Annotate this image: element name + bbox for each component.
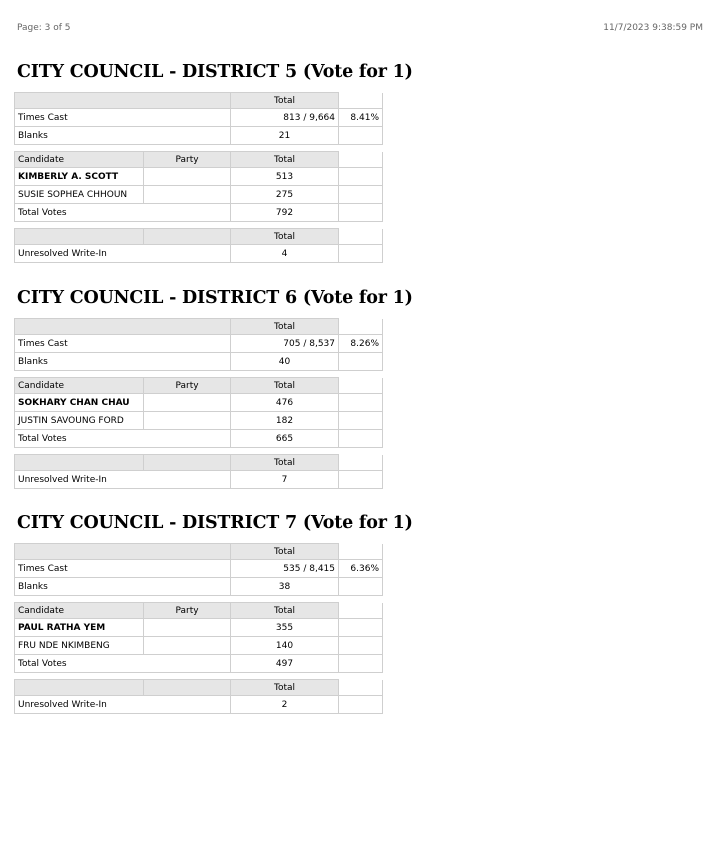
total-header: Total (231, 378, 339, 394)
table-row (15, 394, 383, 412)
unresolved-writein-label: Unresolved Write-In (15, 696, 231, 714)
unresolved-writein-value: 7 (231, 471, 339, 489)
times-cast-value: 813 / 9,664 (231, 109, 339, 127)
candidate-header: Candidate (15, 152, 144, 168)
turnout-percent: 8.26% (339, 335, 383, 353)
turnout-percent: 8.41% (339, 109, 383, 127)
page-number: Page: 3 of 5 (17, 23, 71, 33)
contest-district-7 (14, 513, 413, 720)
total-votes-label: Total Votes (15, 430, 231, 448)
blanks-label: Blanks (15, 353, 231, 371)
candidate-header: Candidate (15, 378, 144, 394)
contest-title: CITY COUNCIL - DISTRICT 6 (Vote for 1) (17, 288, 413, 308)
total-header: Total (231, 152, 339, 168)
total-header: Total (231, 319, 339, 335)
turnout-table (14, 543, 383, 596)
party-header: Party (144, 603, 231, 619)
total-header: Total (231, 603, 339, 619)
candidate-name: PAUL RATHA YEM (15, 619, 144, 637)
unresolved-writein-value: 2 (231, 696, 339, 714)
candidate-total: 513 (231, 168, 339, 186)
candidate-party (144, 186, 231, 204)
candidate-total: 355 (231, 619, 339, 637)
candidates-table (14, 602, 383, 673)
times-cast-value: 705 / 8,537 (231, 335, 339, 353)
total-header: Total (231, 680, 339, 696)
times-cast-label: Times Cast (15, 560, 231, 578)
turnout-table (14, 318, 383, 371)
total-header: Total (231, 544, 339, 560)
candidate-total: 275 (231, 186, 339, 204)
table-row (15, 412, 383, 430)
total-votes-value: 792 (231, 204, 339, 222)
turnout-percent: 6.36% (339, 560, 383, 578)
candidate-name: FRU NDE NKIMBENG (15, 637, 144, 655)
candidate-party (144, 619, 231, 637)
contest-district-6 (14, 288, 413, 495)
total-votes-value: 665 (231, 430, 339, 448)
times-cast-label: Times Cast (15, 335, 231, 353)
total-header: Total (231, 229, 339, 245)
table-row (15, 619, 383, 637)
candidate-party (144, 637, 231, 655)
turnout-table (14, 92, 383, 145)
total-header: Total (231, 93, 339, 109)
party-header: Party (144, 378, 231, 394)
candidates-table (14, 377, 383, 448)
blanks-value: 38 (231, 578, 339, 596)
times-cast-label: Times Cast (15, 109, 231, 127)
candidate-name: SOKHARY CHAN CHAU (15, 394, 144, 412)
candidate-name: SUSIE SOPHEA CHHOUN (15, 186, 144, 204)
table-row (15, 186, 383, 204)
writein-table (14, 228, 383, 263)
contest-title: CITY COUNCIL - DISTRICT 5 (Vote for 1) (17, 62, 413, 82)
contest-district-5 (14, 62, 413, 269)
report-datetime: 11/7/2023 9:38:59 PM (603, 23, 703, 33)
candidate-total: 140 (231, 637, 339, 655)
candidate-name: JUSTIN SAVOUNG FORD (15, 412, 144, 430)
writein-table (14, 454, 383, 489)
total-votes-label: Total Votes (15, 204, 231, 222)
unresolved-writein-value: 4 (231, 245, 339, 263)
candidate-total: 182 (231, 412, 339, 430)
table-row (15, 168, 383, 186)
unresolved-writein-label: Unresolved Write-In (15, 245, 231, 263)
candidate-name: KIMBERLY A. SCOTT (15, 168, 144, 186)
contest-title: CITY COUNCIL - DISTRICT 7 (Vote for 1) (17, 513, 413, 533)
candidate-header: Candidate (15, 603, 144, 619)
party-header: Party (144, 152, 231, 168)
total-header: Total (231, 455, 339, 471)
total-votes-value: 497 (231, 655, 339, 673)
total-votes-label: Total Votes (15, 655, 231, 673)
times-cast-value: 535 / 8,415 (231, 560, 339, 578)
candidate-party (144, 412, 231, 430)
blanks-label: Blanks (15, 127, 231, 145)
blanks-value: 40 (231, 353, 339, 371)
blanks-label: Blanks (15, 578, 231, 596)
table-row (15, 637, 383, 655)
candidate-total: 476 (231, 394, 339, 412)
blanks-value: 21 (231, 127, 339, 145)
candidate-party (144, 394, 231, 412)
candidate-party (144, 168, 231, 186)
candidates-table (14, 151, 383, 222)
writein-table (14, 679, 383, 714)
unresolved-writein-label: Unresolved Write-In (15, 471, 231, 489)
